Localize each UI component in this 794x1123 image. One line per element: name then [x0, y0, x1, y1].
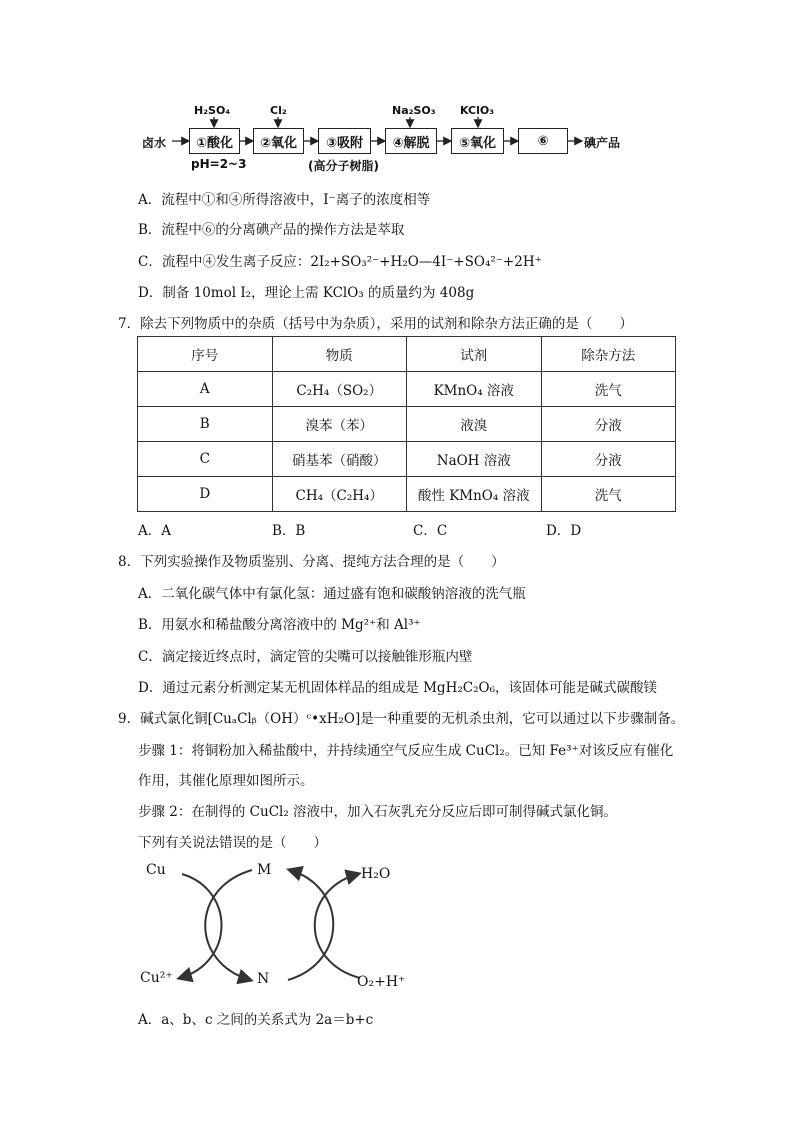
q8-option-b: B．用氨水和稀盐酸分离溶液中的 Mg²⁺和 Al³⁺: [138, 617, 421, 633]
q6-option-a: A．流程中①和④所得溶液中，I⁻离子的浓度相等: [138, 192, 431, 208]
table-row: [138, 372, 676, 407]
q7-choice-a: A．A: [138, 523, 171, 539]
table-cell: 分液: [541, 442, 676, 477]
table-cell: 溴苯（苯）: [272, 407, 407, 442]
flow-step-adsorb: ③吸附: [318, 128, 371, 154]
table-cell: 酸性 KMnO₄ 溶液: [407, 477, 542, 512]
table-cell: KMnO₄ 溶液: [407, 372, 542, 407]
flow-step-acidify: ①酸化: [189, 128, 240, 154]
header-cell: 除杂方法: [541, 337, 676, 372]
table-cell: NaOH 溶液: [407, 442, 542, 477]
q7-stem: 7．除去下列物质中的杂质（括号中为杂质），采用的试剂和除杂方法正确的是（ ）: [118, 316, 633, 332]
q9-step2: 步骤 2：在制得的 CuCl₂ 溶液中，加入石灰乳充分反应后即可制得碱式氯化铜。: [138, 804, 618, 820]
header-cell: 物质: [272, 337, 407, 372]
q9-prompt: 下列有关说法错误的是（ ）: [138, 835, 327, 851]
q9-step1-line1: 步骤 1：将铜粉加入稀盐酸中，并持续通空气反应生成 CuCl₂。已知 Fe³⁺对该反应有催化: [138, 743, 674, 759]
flow-resin-note: (高分子树脂): [308, 159, 379, 173]
label-cu: Cu: [146, 862, 166, 878]
table-row: [138, 477, 676, 512]
q9-option-a: A．a、b、c 之间的关系式为 2a＝b+c: [138, 1012, 374, 1028]
table-cell: C: [138, 442, 273, 477]
flow-step-oxidize-2: ⑤氧化: [451, 128, 504, 154]
reagent-cl2: Cl₂: [270, 104, 287, 117]
table-row: [138, 407, 676, 442]
table-cell: 分液: [541, 407, 676, 442]
table-cell: 硝基苯（硝酸）: [272, 442, 407, 477]
q7-choice-c: C．C: [413, 523, 448, 539]
q7-choice-d: D．D: [546, 523, 582, 539]
q6-option-d: D．制备 10mol I₂，理论上需 KClO₃ 的质量约为 408g: [138, 285, 475, 301]
table-row: [138, 442, 676, 477]
table-cell: CH₄（C₂H₄）: [272, 477, 407, 512]
label-m: M: [257, 862, 272, 878]
q8-option-a: A．二氧化碳气体中有氯化氢：通过盛有饱和碳酸钠溶液的洗气瓶: [138, 586, 526, 602]
q6-option-c: C．流程中④发生离子反应：2I₂+SO₃²⁻+H₂O—4I⁻+SO₄²⁻+2H⁺: [138, 254, 542, 270]
table-cell: B: [138, 407, 273, 442]
q8-option-d: D．通过元素分析测定某无机固体样品的组成是 MgH₂C₂O₆，该固体可能是碱式碳酸镁: [138, 680, 657, 696]
reagent-kclo3: KClO₃: [460, 104, 495, 117]
reagent-h2so4: H₂SO₄: [194, 104, 231, 117]
label-h2o: H₂O: [361, 866, 391, 882]
table-cell: D: [138, 477, 273, 512]
q7-table: [137, 336, 676, 512]
reagent-na2so3: Na₂SO₃: [392, 104, 436, 117]
table-cell: 液溴: [407, 407, 542, 442]
q9-step1-line2: 作用，其催化原理如图所示。: [138, 773, 314, 789]
flow-step-6: ⑥: [518, 128, 568, 154]
table-cell: 洗气: [541, 372, 676, 407]
flow-start: 卤水: [142, 136, 167, 150]
table-header-row: [138, 337, 676, 372]
flow-ph-note: pH=2~3: [191, 157, 247, 171]
q6-option-b: B．流程中⑥的分离碘产品的操作方法是萃取: [138, 222, 405, 238]
table-cell: 洗气: [541, 477, 676, 512]
q8-option-c: C．滴定接近终点时，滴定管的尖嘴可以接触锥形瓶内壁: [138, 649, 473, 665]
q7-choice-b: B．B: [272, 523, 306, 539]
table-cell: C₂H₄（SO₂）: [272, 372, 407, 407]
q8-stem: 8．下列实验操作及物质鉴别、分离、提纯方法合理的是（ ）: [118, 554, 505, 570]
q9-stem: 9．碱式氯化铜[CuₐClᵦ（OH）ᶜ•xH₂O]是一种重要的无机杀虫剂，它可以通过以下步骤制备。: [118, 711, 685, 727]
label-o2-h: O₂+H⁺: [357, 974, 406, 990]
label-n: N: [257, 971, 270, 987]
label-cu2: Cu²⁺: [140, 970, 173, 986]
header-cell: 试剂: [407, 337, 542, 372]
flow-end: 碘产品: [584, 136, 621, 150]
header-cell: 序号: [138, 337, 273, 372]
flow-step-desorb: ④解脱: [385, 128, 437, 154]
table-cell: A: [138, 372, 273, 407]
flow-step-oxidize: ②氧化: [253, 128, 304, 154]
